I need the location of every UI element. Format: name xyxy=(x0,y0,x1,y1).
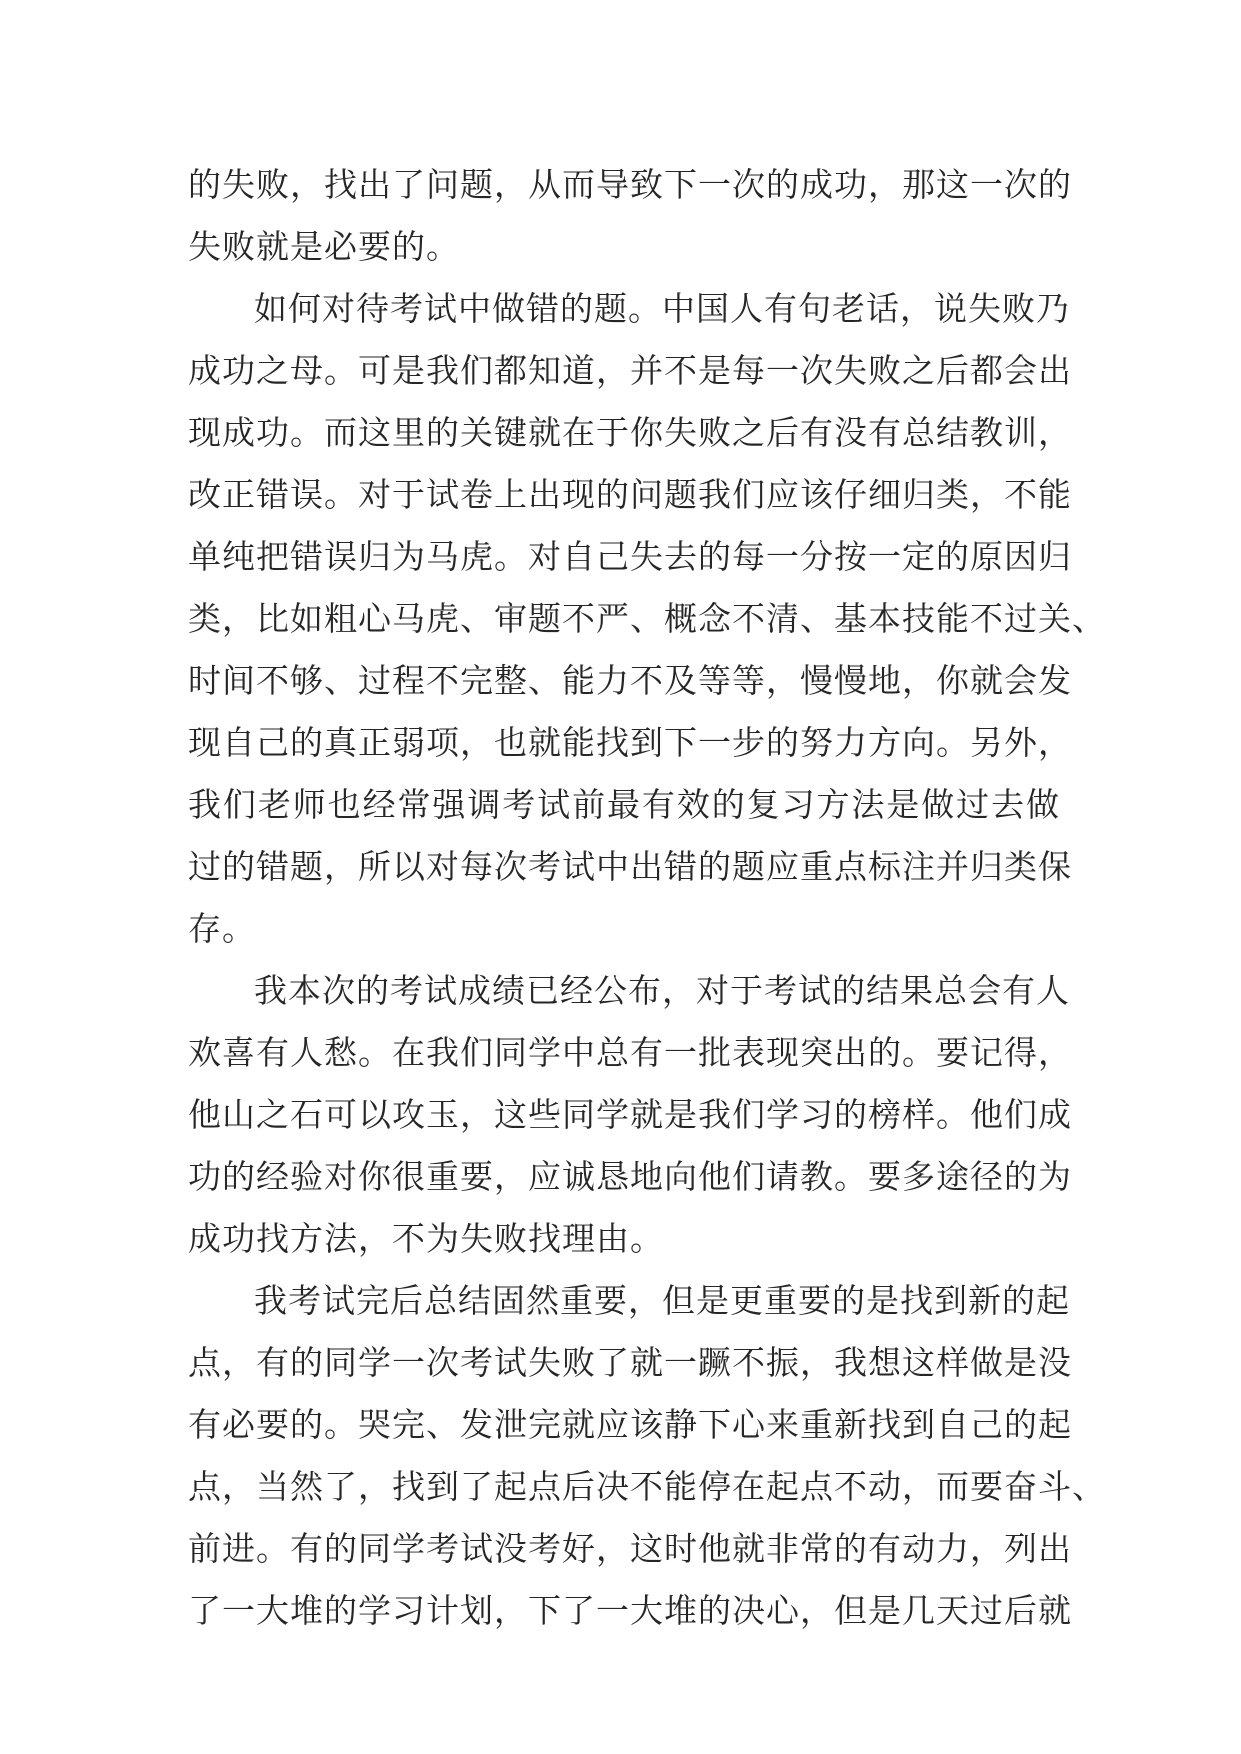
text-line: 欢喜有人愁。在我们同学中总有一批表现突出的。要记得， xyxy=(188,1033,1072,1072)
text-line: 类，比如粗心马虎、审题不严、概念不清、基本技能不过关、 xyxy=(188,599,1106,638)
text-line: 过的错题，所以对每次考试中出错的题应重点标注并归类保 xyxy=(188,847,1072,886)
body-text xyxy=(188,154,1106,1642)
text-line: 了一大堆的学习计划，下了一大堆的决心，但是几天过后就 xyxy=(188,1591,1072,1630)
text-line: 他山之石可以攻玉，这些同学就是我们学习的榜样。他们成 xyxy=(188,1095,1072,1134)
text-line: 有必要的。哭完、发泄完就应该静下心来重新找到自己的起 xyxy=(188,1405,1072,1444)
text-line: 单纯把错误归为马虎。对自己失去的每一分按一定的原因归 xyxy=(188,537,1072,576)
text-line: 点，有的同学一次考试失败了就一蹶不振，我想这样做是没 xyxy=(188,1343,1072,1382)
text-line: 失败就是必要的。 xyxy=(188,227,460,266)
text-line: 成功找方法，不为失败找理由。 xyxy=(188,1219,664,1258)
text-line: 的失败，找出了问题，从而导致下一次的成功，那这一次的 xyxy=(188,165,1072,204)
text-line: 时间不够、过程不完整、能力不及等等，慢慢地，你就会发 xyxy=(188,661,1072,700)
text-line: 改正错误。对于试卷上出现的问题我们应该仔细归类，不能 xyxy=(188,475,1072,514)
text-line: 现自己的真正弱项，也就能找到下一步的努力方向。另外， xyxy=(188,723,1072,762)
paragraph-first-line: 如何对待考试中做错的题。中国人有句老话，说失败乃 xyxy=(254,289,1070,328)
text-line: 存。 xyxy=(188,909,256,948)
text-line: 我们老师也经常强调考试前最有效的复习方法是做过去做 xyxy=(188,785,1060,824)
text-line: 成功之母。可是我们都知道，并不是每一次失败之后都会出 xyxy=(188,351,1072,390)
text-line: 现成功。而这里的关键就在于你失败之后有没有总结教训， xyxy=(188,413,1072,452)
paragraph-first-line: 我考试完后总结固然重要，但是更重要的是找到新的起 xyxy=(254,1281,1070,1320)
text-line: 功的经验对你很重要，应诚恳地向他们请教。要多途径的为 xyxy=(188,1157,1072,1196)
text-line: 点，当然了，找到了起点后决不能停在起点不动，而要奋斗、 xyxy=(188,1467,1106,1506)
paragraph-first-line: 我本次的考试成绩已经公布，对于考试的结果总会有人 xyxy=(254,971,1070,1010)
text-line: 前进。有的同学考试没考好，这时他就非常的有动力，列出 xyxy=(188,1529,1072,1568)
